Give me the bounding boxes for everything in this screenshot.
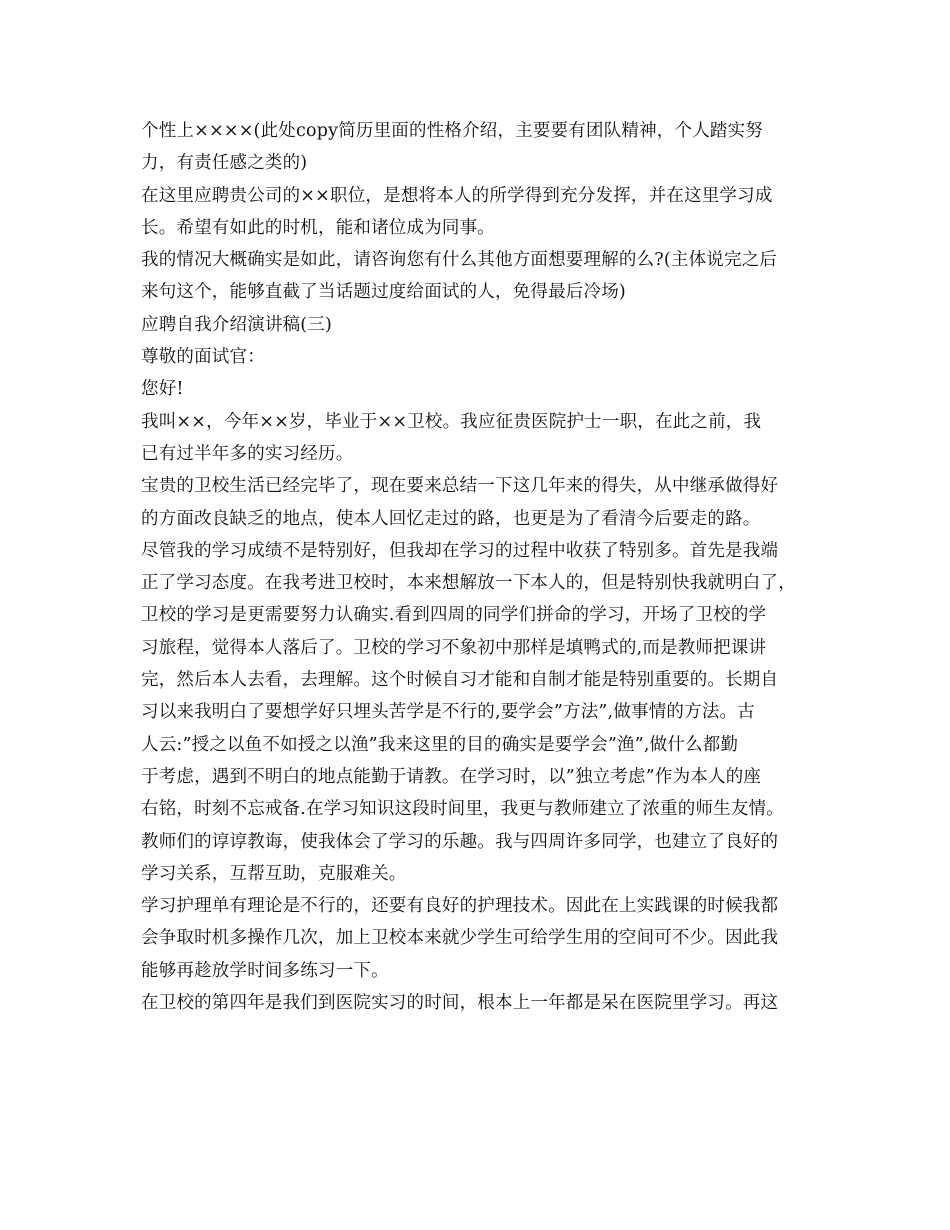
- text-line: 习旅程，觉得本人落后了。卫校的学习不象初中那样是填鸭式的,而是教师把课讲: [141, 637, 767, 658]
- text-line: 习以来我明白了要想学好只埋头苦学是不行的,要学会”方法”,做事情的方法。古: [141, 702, 755, 723]
- text-line: 力，有责任感之类的): [141, 153, 308, 174]
- text-line: 卫校的学习是更需要努力认确实.看到四周的同学们拼命的学习，开场了卫校的学: [141, 605, 767, 626]
- text-line: 学习关系，互帮互助，克服难关。: [141, 863, 407, 884]
- text-line: 能够再趁放学时间多练习一下。: [141, 960, 389, 981]
- text-line: 学习护理单有理论是不行的，还要有良好的护理技术。因此在上实践课的时候我都: [141, 896, 779, 917]
- text-line: 我叫××，今年××岁，毕业于××卫校。我应征贵医院护士一职，在此之前，我: [141, 411, 762, 432]
- text-line: 教师们的谆谆教诲，使我体会了学习的乐趣。我与四周许多同学，也建立了良好的: [141, 831, 779, 852]
- text-line: 长。希望有如此的时机，能和诸位成为同事。: [141, 217, 495, 238]
- text-line: 的方面改良缺乏的地点，使本人回忆走过的路，也更是为了看清今后要走的路。: [141, 508, 761, 529]
- text-line: 于考虑，遇到不明白的地点能勤于请教。在学习时，以”独立考虑”作为本人的座: [141, 766, 762, 787]
- text-line: 人云:”授之以鱼不如授之以渔”我来这里的目的确实是要学会”渔”,做什么都勤: [141, 734, 739, 755]
- text-line: 在卫校的第四年是我们到医院实习的时间，根本上一年都是呆在医院里学习。再这: [141, 993, 779, 1014]
- text-line: 尽管我的学习成绩不是特别好，但我却在学习的过程中收获了特别多。首先是我端: [141, 540, 779, 561]
- text-line: 右铭，时刻不忘戒备.在学习知识这段时间里，我更与教师建立了浓重的师生友情。: [141, 799, 784, 820]
- text-line: 会争取时机多操作几次，加上卫校本来就少学生可给学生用的空间可不少。因此我: [141, 928, 779, 949]
- text-line: 正了学习态度。在我考进卫校时，本来想解放一下本人的，但是特别快我就明白了，: [141, 573, 796, 594]
- text-line: 个性上××××(此处copy简历里面的性格介绍，主要要有团队精神，个人踏实努: [141, 121, 764, 141]
- text-line: 在这里应聘贵公司的××职位，是想将本人的所学得到充分发挥，并在这里学习成: [141, 185, 773, 206]
- salutation: 尊敬的面试官：: [141, 347, 265, 368]
- text-line: 宝贵的卫校生活已经完毕了，现在要来总结一下这几年来的得失，从中继承做得好: [141, 476, 779, 497]
- greeting: 您好!: [141, 379, 184, 400]
- text-line: 来句这个，能够直截了当话题过度给面试的人，免得最后冷场): [141, 282, 626, 303]
- section-heading: 应聘自我介绍演讲稿(三): [141, 314, 333, 335]
- text-line: 已有过半年多的实习经历。: [141, 443, 354, 464]
- document-body: [141, 115, 813, 1019]
- text-line: 完，然后本人去看，去理解。这个时候自习才能和自制才能是特别重要的。长期自: [141, 670, 779, 691]
- text-line: 我的情况大概确实是如此，请咨询您有什么其他方面想要理解的么?(主体说完之后: [141, 250, 778, 271]
